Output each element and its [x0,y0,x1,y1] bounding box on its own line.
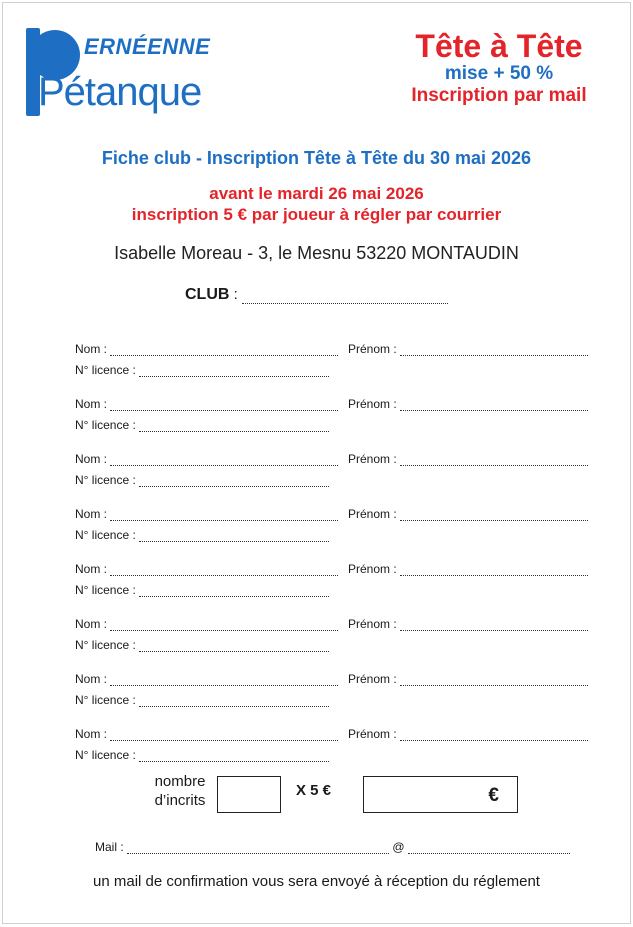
logo-top-text: ERNÉENNE [84,34,211,59]
prenom-field[interactable] [348,727,588,741]
nom-label: Nom : [75,562,108,576]
licence-field[interactable] [75,528,329,544]
prenom-input-line[interactable] [400,510,588,521]
licence-label: N° licence : [75,528,136,542]
logo-bottom-text: Pétanque [38,70,202,114]
count-input-box[interactable] [217,776,281,813]
postal-address: Isabelle Moreau - 3, le Mesnu 53220 MONTAUDIN [114,243,519,263]
header-block [389,30,609,107]
licence-label: N° licence : [75,473,136,487]
licence-label: N° licence : [75,363,136,377]
mail-label: Mail : [95,840,124,854]
mail-input-line-left[interactable] [127,843,389,854]
licence-label: N° licence : [75,583,136,597]
prenom-input-line[interactable] [400,400,588,411]
licence-input-line[interactable] [139,366,329,377]
licence-field[interactable] [75,638,329,654]
prenom-input-line[interactable] [400,565,588,576]
nom-field[interactable] [75,727,338,743]
count-label [140,772,220,810]
licence-field[interactable] [75,693,329,709]
licence-field[interactable] [75,418,329,434]
licence-input-line[interactable] [139,751,329,762]
mail-field[interactable] [95,840,570,854]
nom-input-line[interactable] [110,400,338,411]
prenom-label: Prénom : [348,562,397,576]
prenom-input-line[interactable] [400,620,588,631]
player-entry [75,342,595,392]
nom-label: Nom : [75,507,108,521]
petanque-logo [24,22,234,122]
player-entry [75,452,595,502]
prenom-field[interactable] [348,452,588,466]
nom-input-line[interactable] [110,565,338,576]
nom-label: Nom : [75,727,108,741]
prenom-field[interactable] [348,397,588,411]
prenom-label: Prénom : [348,507,397,521]
prenom-input-line[interactable] [400,345,588,356]
nom-input-line[interactable] [110,730,338,741]
nom-field[interactable] [75,672,338,688]
licence-input-line[interactable] [139,421,329,432]
nom-label: Nom : [75,342,108,356]
multiplier-label: X 5 € [296,782,332,799]
licence-field[interactable] [75,748,329,764]
prenom-input-line[interactable] [400,455,588,466]
nom-input-line[interactable] [110,510,338,521]
nom-label: Nom : [75,452,108,466]
licence-label: N° licence : [75,418,136,432]
nom-label: Nom : [75,397,108,411]
player-entry [75,507,595,557]
prenom-input-line[interactable] [400,730,588,741]
prenom-label: Prénom : [348,672,397,686]
nom-input-line[interactable] [110,345,338,356]
player-entry [75,562,595,612]
player-entry [75,672,595,722]
deadline-date: avant le mardi 26 mai 2026 [209,184,424,203]
prenom-label: Prénom : [348,452,397,466]
licence-input-line[interactable] [139,586,329,597]
event-subtitle: mise + 50 % [444,63,554,84]
player-entry [75,727,595,777]
prenom-field[interactable] [348,672,588,686]
nom-field[interactable] [75,342,338,358]
club-colon: : [229,286,238,303]
mail-note: Inscription par mail [411,85,587,106]
prenom-field[interactable] [348,562,588,576]
licence-field[interactable] [75,583,329,599]
nom-input-line[interactable] [110,620,338,631]
prenom-label: Prénom : [348,342,397,356]
player-entry [75,617,595,667]
prenom-label: Prénom : [348,397,397,411]
player-entry [75,397,595,447]
licence-label: N° licence : [75,693,136,707]
form-heading: Fiche club - Inscription Tête à Tête du 30 mai 2026 [101,148,532,168]
licence-label: N° licence : [75,638,136,652]
prenom-field[interactable] [348,507,588,521]
mail-input-line-right[interactable] [408,843,570,854]
confirmation-note: un mail de confirmation vous sera envoyé à réception du réglement [93,873,540,890]
nom-label: Nom : [75,617,108,631]
licence-input-line[interactable] [139,531,329,542]
fee-note: inscription 5 € par joueur à régler par courrier [131,205,502,224]
prenom-field[interactable] [348,342,588,356]
total-input-box[interactable] [363,776,518,813]
prenom-label: Prénom : [348,727,397,741]
count-label-line1: nombre [154,773,206,790]
event-title: Tête à Tête [415,28,583,64]
nom-field[interactable] [75,397,338,413]
licence-label: N° licence : [75,748,136,762]
nom-field[interactable] [75,507,338,523]
euro-sign: € [488,785,499,806]
club-label: CLUB [185,286,230,303]
count-label-line2: d’incrits [154,792,206,809]
prenom-label: Prénom : [348,617,397,631]
nom-label: Nom : [75,672,108,686]
prenom-input-line[interactable] [400,675,588,686]
licence-input-line[interactable] [139,641,329,652]
licence-field[interactable] [75,363,329,379]
licence-input-line[interactable] [139,696,329,707]
nom-field[interactable] [75,562,338,578]
licence-input-line[interactable] [139,476,329,487]
club-input-line[interactable] [242,291,448,304]
nom-field[interactable] [75,617,338,633]
deadline-block [0,183,633,225]
at-sign: @ [392,840,405,854]
licence-field[interactable] [75,473,329,489]
prenom-field[interactable] [348,617,588,631]
nom-input-line[interactable] [110,455,338,466]
club-field[interactable] [185,286,448,304]
nom-field[interactable] [75,452,338,468]
nom-input-line[interactable] [110,675,338,686]
